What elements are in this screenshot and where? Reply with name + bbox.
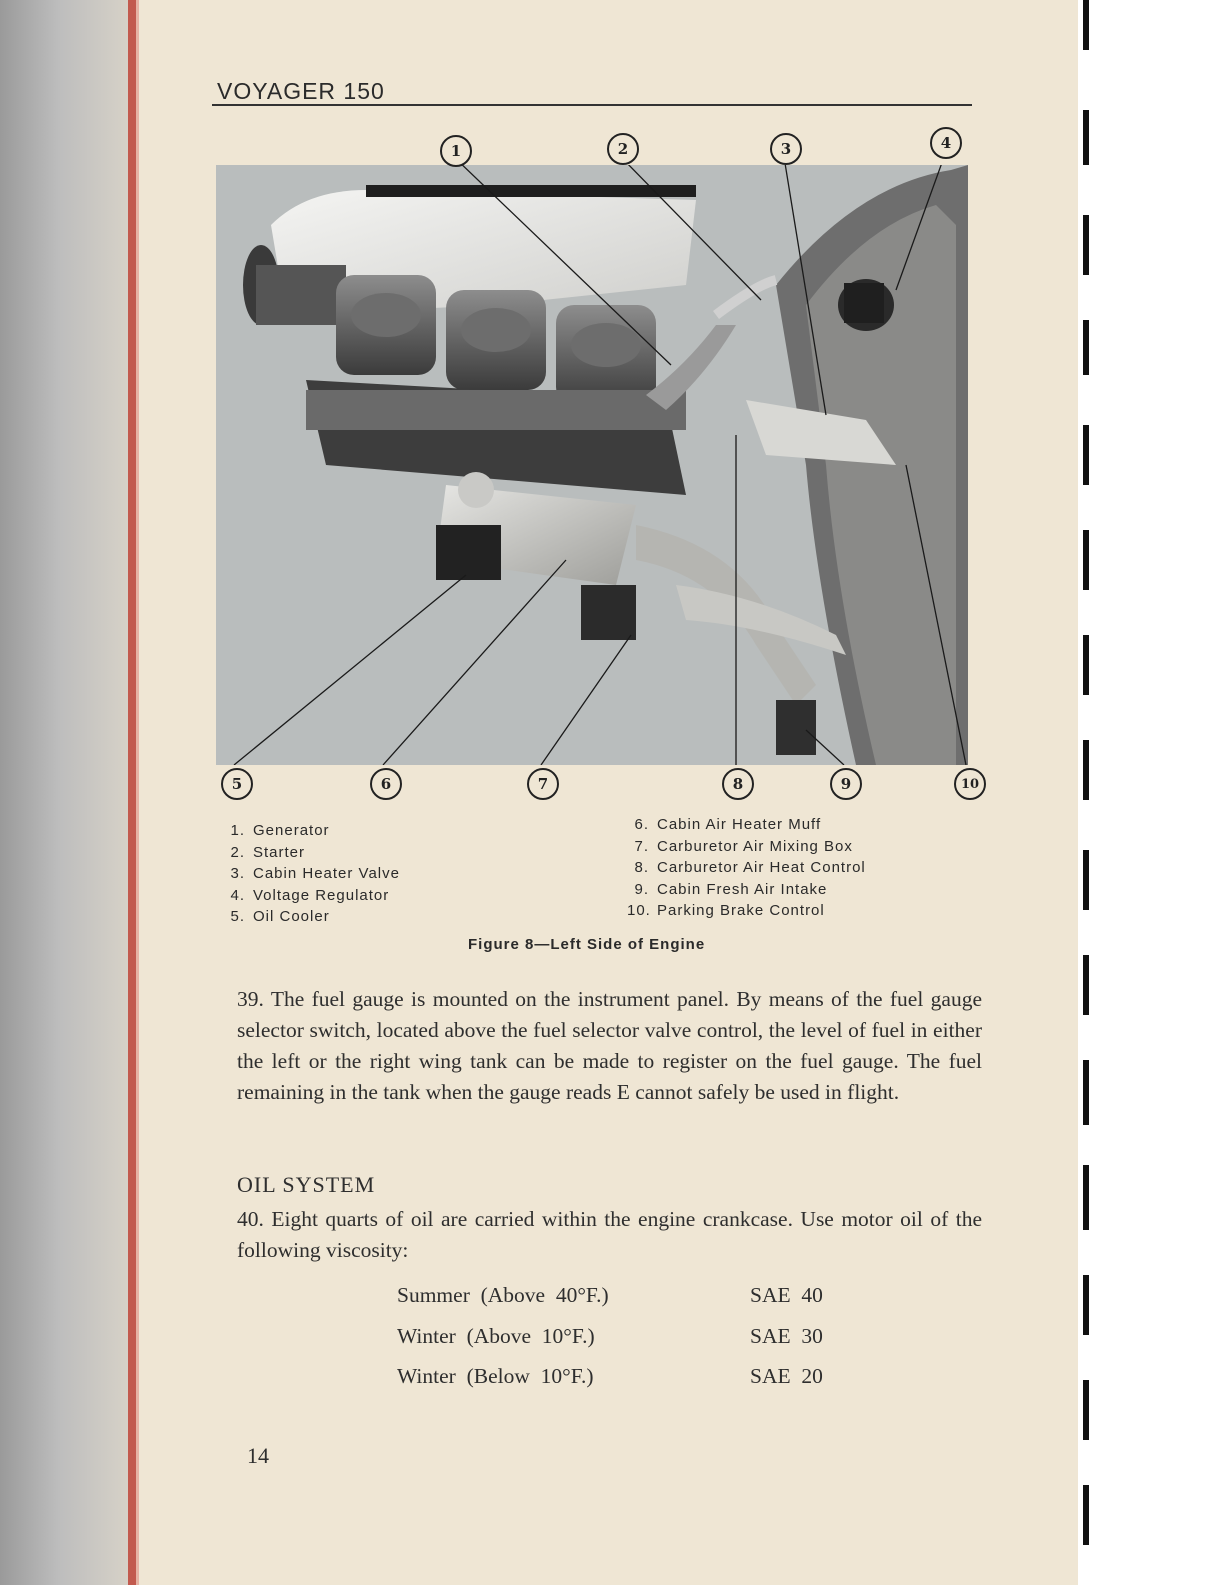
viscosity-grade: SAE 20 (750, 1364, 823, 1388)
legend-label: Carburetor Air Mixing Box (657, 837, 853, 855)
legend-item (627, 836, 866, 858)
legend-item (223, 820, 400, 842)
legend-item (223, 842, 400, 864)
legend-label: Oil Cooler (253, 908, 330, 925)
legend-label: Starter (253, 843, 306, 861)
callout-6: 6 (370, 768, 402, 800)
comb-binding-mark (1083, 1275, 1089, 1335)
comb-binding-mark (1083, 740, 1089, 800)
comb-binding-mark (1083, 425, 1089, 485)
figure-legend-right (627, 814, 866, 922)
legend-number: 10. (627, 902, 651, 919)
legend-number: 5. (230, 908, 245, 925)
legend-label: Carburetor Air Heat Control (657, 859, 866, 876)
page-number: 14 (247, 1443, 269, 1468)
comb-binding-mark (1083, 1060, 1089, 1125)
comb-binding-mark (1083, 850, 1089, 910)
legend-number: 2. (230, 843, 245, 861)
viscosity-condition: Summer (Above 40°F.) (397, 1283, 609, 1307)
comb-binding-mark (1083, 0, 1089, 50)
callout-8: 8 (722, 768, 754, 800)
legend-number: 1. (230, 822, 245, 839)
comb-binding-mark (1083, 635, 1089, 695)
comb-binding-mark (1083, 1380, 1089, 1440)
callout-1: 1 (440, 135, 472, 167)
figure-legend-left (223, 820, 400, 928)
comb-binding-mark (1083, 215, 1089, 275)
legend-item (627, 857, 866, 879)
viscosity-grade: SAE 40 (750, 1283, 823, 1307)
section-heading: OIL SYSTEM (237, 1172, 376, 1197)
comb-binding-mark (1083, 1165, 1089, 1230)
red-edge-strip (128, 0, 136, 1585)
legend-number: 8. (634, 859, 649, 876)
callout-7: 7 (527, 768, 559, 800)
legend-label: Cabin Air Heater Muff (657, 816, 822, 833)
head-rule (212, 104, 972, 106)
viscosity-condition: Winter (Below 10°F.) (397, 1364, 594, 1388)
legend-item (627, 900, 866, 922)
callout-3: 3 (770, 133, 802, 165)
legend-item (223, 885, 400, 907)
comb-binding-mark (1083, 530, 1089, 590)
legend-label: Cabin Heater Valve (253, 865, 400, 882)
legend-number: 4. (230, 886, 245, 904)
figure-caption: Figure 8—Left Side of Engine (468, 936, 706, 953)
viscosity-grade: SAE 30 (750, 1324, 823, 1348)
legend-label: Generator (253, 822, 330, 839)
comb-binding-mark (1083, 1485, 1089, 1545)
viscosity-condition: Winter (Above 10°F.) (397, 1324, 595, 1348)
paragraph-40: 40. Eight quarts of oil are carried within the engine crankcase. Use motor oil of the following viscosity: (237, 1207, 982, 1262)
callout-9: 9 (830, 768, 862, 800)
legend-item (627, 879, 866, 901)
legend-number: 9. (634, 880, 649, 898)
running-head: VOYAGER 150 (217, 78, 385, 104)
callout-5: 5 (221, 768, 253, 800)
engine-photo (216, 165, 968, 765)
comb-binding-mark (1083, 320, 1089, 375)
callout-4: 4 (930, 127, 962, 159)
comb-binding-mark (1083, 955, 1089, 1015)
legend-number: 7. (634, 837, 649, 855)
legend-item (223, 906, 400, 928)
right-scan-margin (1078, 0, 1225, 1585)
legend-item (627, 814, 866, 836)
callout-2: 2 (607, 133, 639, 165)
legend-number: 6. (634, 816, 649, 833)
legend-item (223, 863, 400, 885)
binding-gutter (0, 0, 130, 1585)
comb-binding-mark (1083, 110, 1089, 165)
legend-label: Cabin Fresh Air Intake (657, 880, 828, 898)
legend-label: Parking Brake Control (657, 902, 825, 919)
callout-10: 10 (954, 768, 986, 800)
legend-number: 3. (230, 865, 245, 882)
engine-illustration (216, 165, 968, 765)
paragraph-39: 39. The fuel gauge is mounted on the instrument panel. By means of the fuel gauge selector switch, located above the fuel selector valve control, the level of fuel in either the left or the right wing tank can be made to register on the fuel gauge. The fuel remaining in the tank when the gauge reads E cannot safely be used in flight. (237, 987, 982, 1104)
legend-label: Voltage Regulator (253, 886, 390, 904)
